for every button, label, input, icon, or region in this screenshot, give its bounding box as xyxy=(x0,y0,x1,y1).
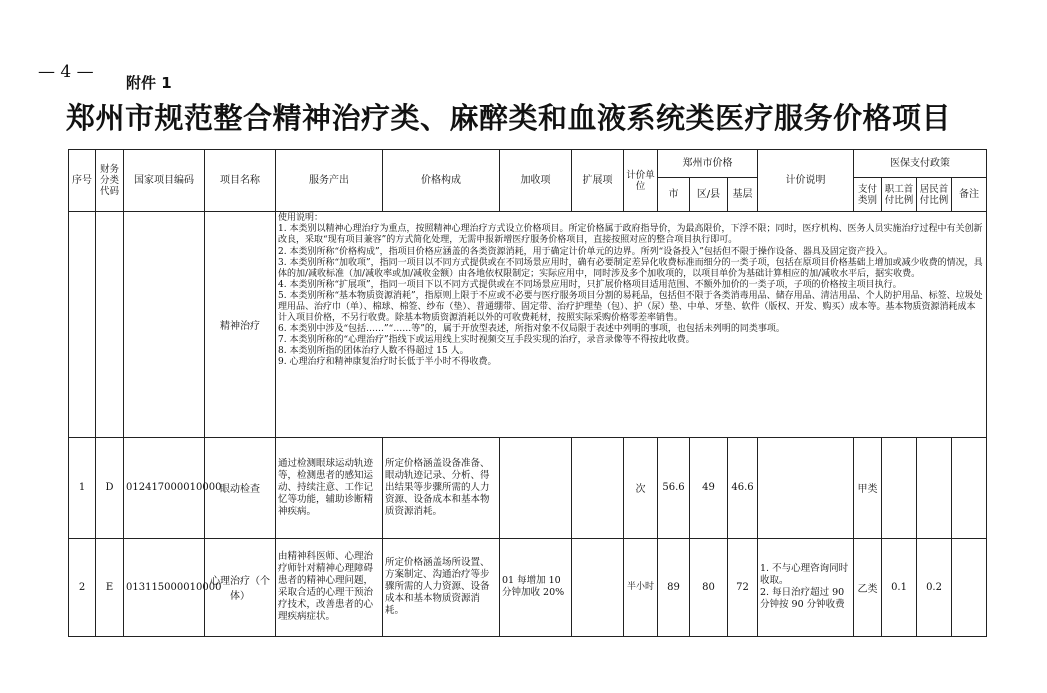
header-district: 区/县 xyxy=(690,178,728,212)
header-service-output: 服务产出 xyxy=(276,150,383,212)
header-resident-ratio: 居民首付比例 xyxy=(917,178,952,212)
usage-note: 8. 本类别所指的团体治疗人数不得超过 15 人。 xyxy=(278,346,469,357)
header-unit: 计价单位 xyxy=(624,150,658,212)
usage-note: 6. 本类别中涉及“包括……”“……等”的，属于开放型表述，所指对象不仅局限于表述中列明的事项，也包括未列明的同类事项。 xyxy=(278,324,785,335)
usage-note: 5. 本类别所称“基本物质资源消耗”，指原则上限于不应或不必要与医疗服务项目分割的易耗品，包括但不限于各类消毒用品、储存用品、清洁用品、个人防护用品、标签、垃圾处理用品、治疗巾（单）、棉球、棉签、纱布（垫）、普通绷带、固定带、治疗护理垫（包）、护（尿）垫、中单、牙垫、软件（版权、开发、购买）成本等。基本物质资源消耗成本计入项目价格，不另行收费。除基本物质资源消耗以外的可收费耗材，按照实际采购价格零差率销售。 xyxy=(278,290,983,324)
header-remarks: 备注 xyxy=(952,178,987,212)
header-finance-code: 财务分类代码 xyxy=(96,150,124,212)
attachment-label: 附件 1 xyxy=(126,74,172,92)
row-item-name: 眼动检查 xyxy=(205,438,276,538)
header-city: 市 xyxy=(658,178,690,212)
header-row-1 xyxy=(69,150,987,178)
header-insurance: 医保支付政策 xyxy=(854,150,987,178)
row-price-district: 49 xyxy=(690,438,728,538)
row-employee-ratio xyxy=(882,438,917,538)
row-national-code: 012417000010000 xyxy=(124,438,205,538)
header-city-price: 郑州市价格 xyxy=(658,150,758,178)
section-finance-cell xyxy=(96,212,124,438)
row-service-output: 通过检测眼球运动轨迹等，检测患者的感知运动、持续注意、工作记忆等功能，辅助诊断精神疾病。 xyxy=(276,438,383,538)
header-price-composition: 价格构成 xyxy=(383,150,500,212)
row-pay-category: 乙类 xyxy=(854,538,882,636)
header-basic: 基层 xyxy=(728,178,758,212)
header-employee-ratio: 职工首付比例 xyxy=(882,178,917,212)
page-title: 郑州市规范整合精神治疗类、麻醉类和血液系统类医疗服务价格项目 xyxy=(66,101,952,135)
usage-note: 1. 本类别以精神心理治疗为重点，按照精神心理治疗方式设立价格项目。所定价格属于政府指导价，为最高限价，下浮不限；同时，医疗机构、医务人员实施治疗过程中有关创新改良，采取“现有项目兼容”的方式简化处理，无需申报新增医疗服务价格项目，直接按照对应的整合项目执行即可。 xyxy=(278,224,983,246)
header-surcharge: 加收项 xyxy=(500,150,572,212)
usage-note: 7. 本类别所称的“心理治疗”指线下或运用线上实时视频交互手段实现的治疗，录音录像等不得按此收费。 xyxy=(278,335,695,346)
header-pay-category: 支付类别 xyxy=(854,178,882,212)
header-pricing-notes: 计价说明 xyxy=(758,150,854,212)
table-row xyxy=(69,538,987,636)
row-price-basic: 46.6 xyxy=(728,438,758,538)
row-resident-ratio xyxy=(917,438,952,538)
row-remarks xyxy=(952,538,987,636)
row-service-output: 由精神科医师、心理治疗师针对精神心理障碍患者的精神心理问题，采取合适的心理干预治疗技术，改善患者的心理疾病症状。 xyxy=(276,538,383,636)
usage-notes xyxy=(276,212,987,438)
row-extension xyxy=(572,538,624,636)
row-price-basic: 72 xyxy=(728,538,758,636)
row-seq: 1 xyxy=(69,438,96,538)
row-finance-code: E xyxy=(96,538,124,636)
section-code-cell xyxy=(124,212,205,438)
row-national-code: 013115000010000 xyxy=(124,538,205,636)
section-name: 精神治疗 xyxy=(205,212,276,438)
row-price-district: 80 xyxy=(690,538,728,636)
row-price-city: 89 xyxy=(658,538,690,636)
usage-note: 3. 本类别所称“加收项”，指同一项目以不同方式提供或在不同场景应用时，确有必要制定差异化收费标准而细分的一类子项，包括在原项目价格基础上增加或减少收费的情况，具体的加/减收标准（加/减收率或加/减收金额）由各地依权限制定；实际应用中，同时涉及多个加收项的，以项目单价为基础计算相应的加/减收水平后，据实收费。 xyxy=(278,257,983,279)
row-seq: 2 xyxy=(69,538,96,636)
table-row xyxy=(69,438,987,538)
row-employee-ratio: 0.1 xyxy=(882,538,917,636)
row-pricing-notes xyxy=(758,438,854,538)
usage-note: 4. 本类别所称“扩展项”，指同一项目下以不同方式提供或在不同场景应用时，只扩展价格项目适用范围、不额外加价的一类子项，子项的价格按主项目执行。 xyxy=(278,279,902,290)
price-table xyxy=(68,149,987,637)
header-seq: 序号 xyxy=(69,150,96,212)
row-price-composition: 所定价格涵盖场所设置、方案制定、沟通治疗等步骤所需的人力资源、设备成本和基本物质资源消耗。 xyxy=(383,538,500,636)
section-row xyxy=(69,212,987,438)
header-national-code: 国家项目编码 xyxy=(124,150,205,212)
page-number: — 4 — xyxy=(38,62,94,82)
usage-note: 9. 心理治疗和精神康复治疗时长低于半小时不得收费。 xyxy=(278,357,497,368)
usage-note: 2. 本类别所称“价格构成”，指项目价格应涵盖的各类资源消耗，用于确定计价单元的边界。所列“设备投入”包括但不限于操作设备、器具及固定资产投入。 xyxy=(278,246,893,257)
row-unit: 次 xyxy=(624,438,658,538)
row-unit: 半小时 xyxy=(624,538,658,636)
row-price-city: 56.6 xyxy=(658,438,690,538)
row-pricing-notes: 1. 不与心理咨询同时收取。 2. 每日治疗超过 90 分钟按 90 分钟收费 xyxy=(758,538,854,636)
row-price-composition: 所定价格涵盖设备准备、眼动轨迹记录、分析、得出结果等步骤所需的人力资源、设备成本和基本物质资源消耗。 xyxy=(383,438,500,538)
usage-note: 使用说明： xyxy=(278,213,324,224)
row-extension xyxy=(572,438,624,538)
row-surcharge xyxy=(500,438,572,538)
header-item-name: 项目名称 xyxy=(205,150,276,212)
row-pay-category: 甲类 xyxy=(854,438,882,538)
row-remarks xyxy=(952,438,987,538)
row-finance-code: D xyxy=(96,438,124,538)
section-seq-cell xyxy=(69,212,96,438)
row-item-name: 心理治疗（个体） xyxy=(205,538,276,636)
row-resident-ratio: 0.2 xyxy=(917,538,952,636)
header-extension: 扩展项 xyxy=(572,150,624,212)
row-surcharge: 01 每增加 10 分钟加收 20% xyxy=(500,538,572,636)
